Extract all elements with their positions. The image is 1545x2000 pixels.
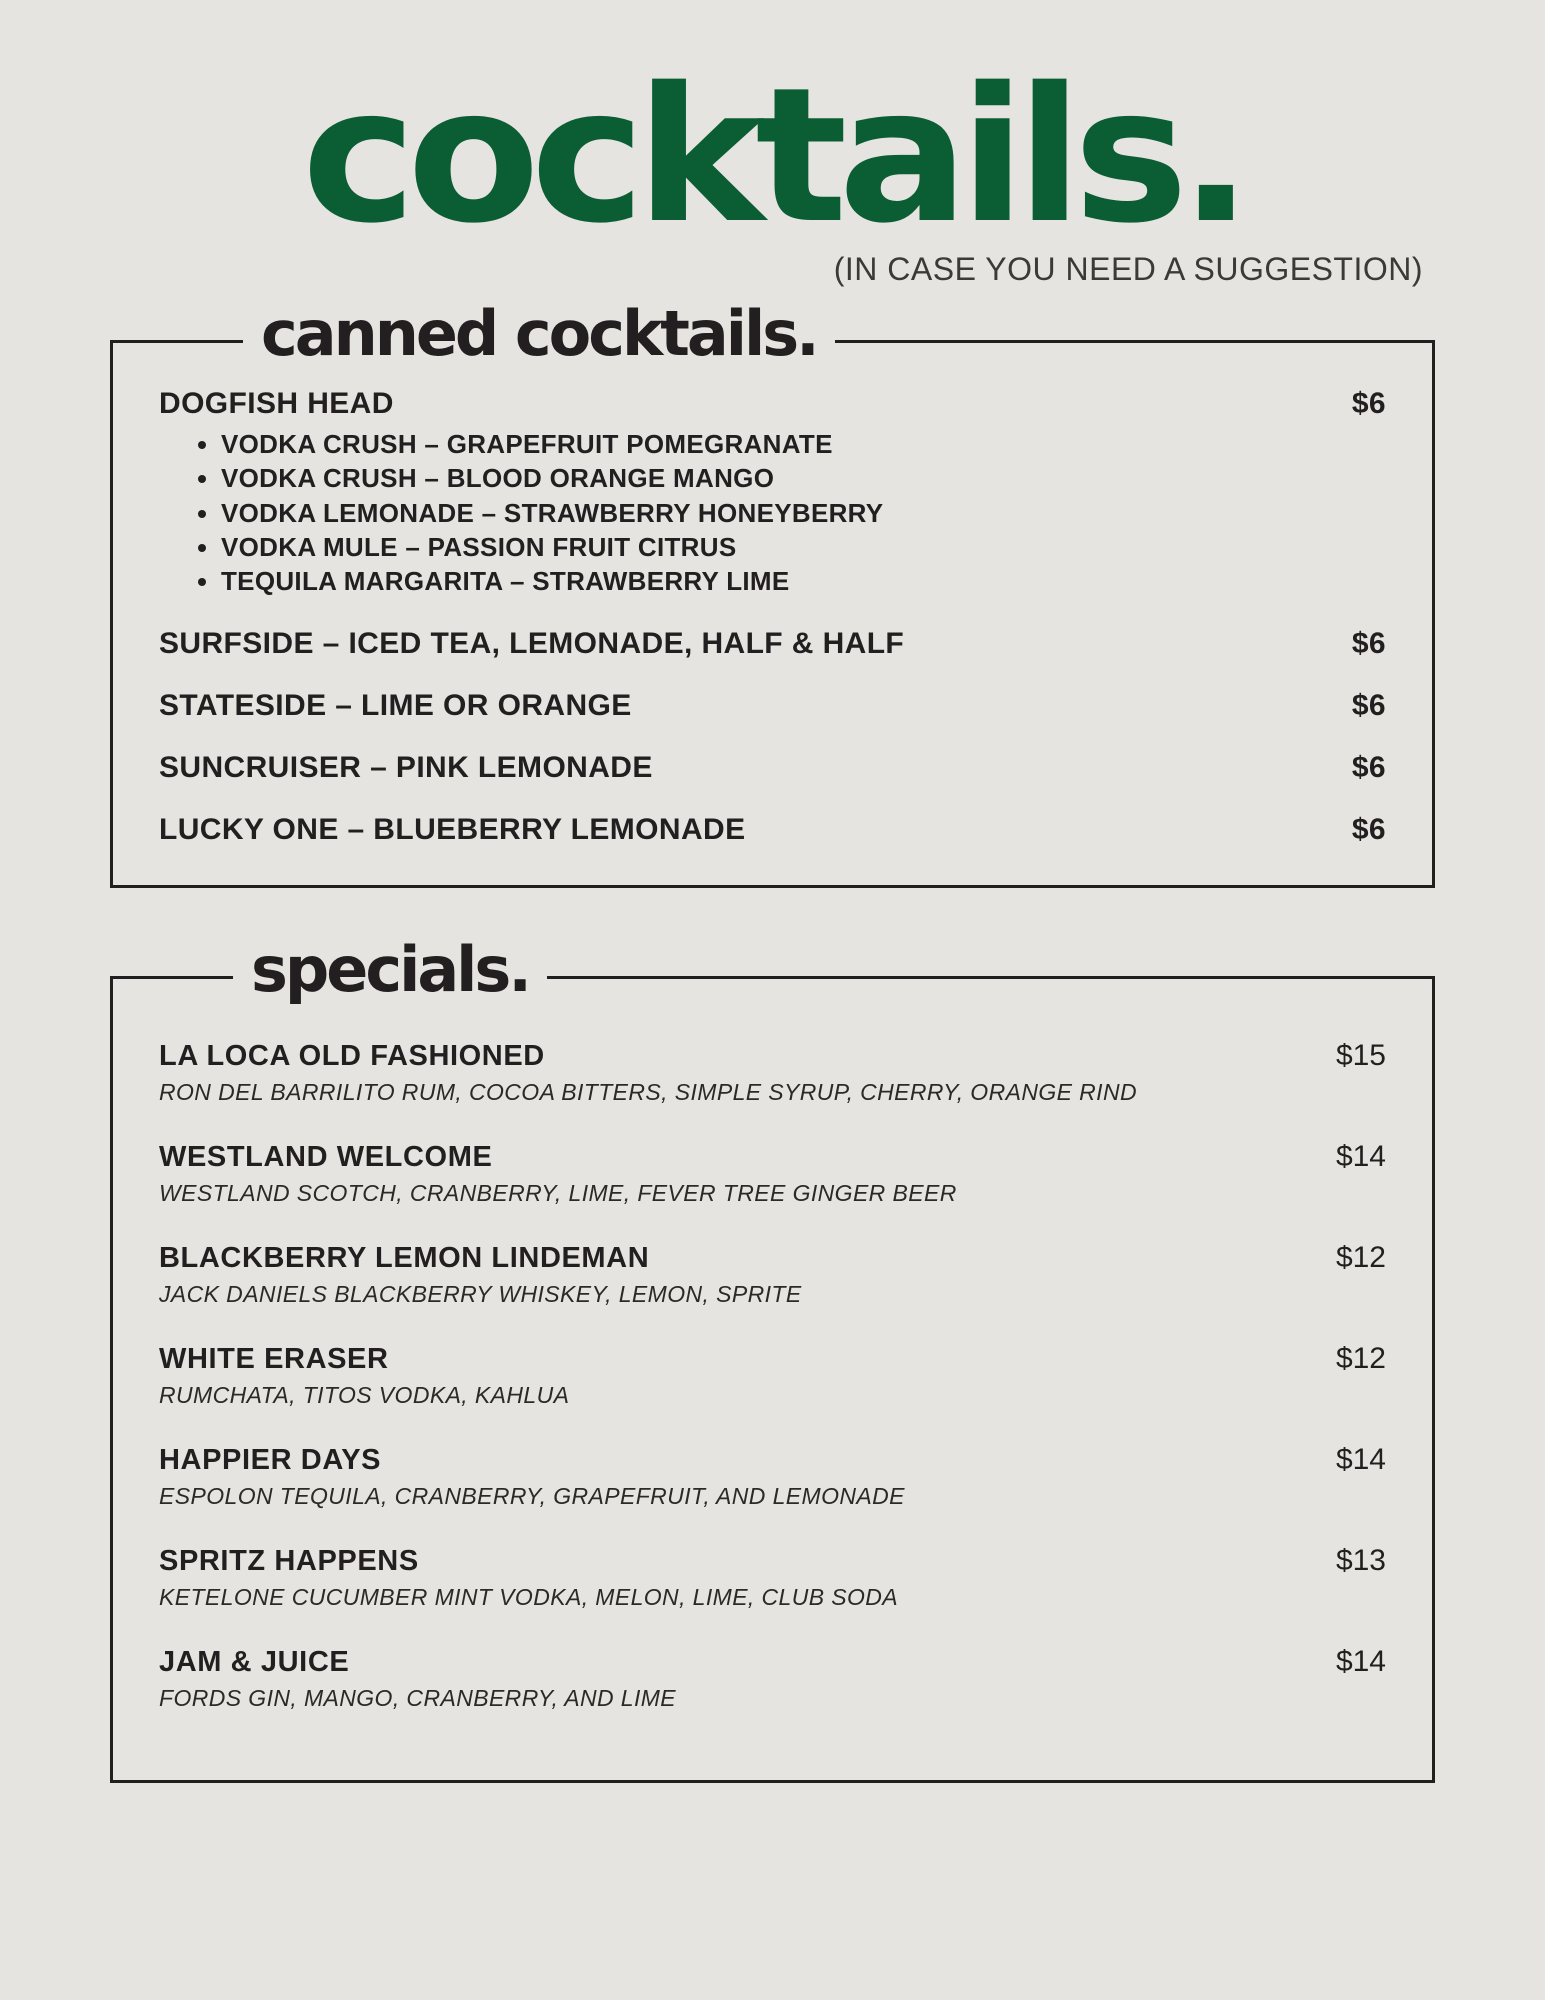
list-item: • TEQUILA MARGARITA – STRAWBERRY LIME [221, 564, 1386, 598]
special-name: BLACKBERRY LEMON LINDEMAN [159, 1241, 650, 1274]
special-description: FORDS GIN, MANGO, CRANBERRY, AND LIME [159, 1684, 677, 1711]
menu-item-name: LUCKY ONE – BLUEBERRY LEMONADE [159, 812, 746, 846]
special-item [159, 1342, 1386, 1409]
special-item [159, 1544, 1386, 1611]
menu-item-row [159, 813, 1386, 847]
special-item [159, 1443, 1386, 1510]
menu-item-row [159, 627, 1386, 661]
list-item: • VODKA MULE – PASSION FRUIT CITRUS [221, 530, 1386, 564]
menu-item-row [159, 751, 1386, 785]
section-heading-specials: specials. [233, 939, 547, 1001]
special-price: $15 [1335, 1038, 1386, 1072]
section-heading-canned: canned cocktails. [243, 303, 835, 365]
special-name: SPRITZ HAPPENS [159, 1544, 419, 1577]
page-title: cocktails. [301, 47, 1244, 264]
special-name: WESTLAND WELCOME [159, 1140, 493, 1173]
special-price: $13 [1335, 1543, 1386, 1577]
special-name: LA LOCA OLD FASHIONED [159, 1039, 545, 1072]
menu-item-name: SUNCRUISER – PINK LEMONADE [159, 750, 653, 784]
masthead [110, 0, 1435, 288]
special-price: $14 [1335, 1139, 1386, 1173]
special-name: JAM & JUICE [159, 1645, 350, 1678]
menu-item-price: $6 [1351, 626, 1386, 660]
section-specials [110, 932, 1435, 1783]
menu-item-price: $6 [1351, 688, 1386, 722]
special-price: $14 [1335, 1442, 1386, 1476]
menu-item-name: SURFSIDE – ICED TEA, LEMONADE, HALF & HALF [159, 626, 905, 660]
menu-item-row [159, 387, 1386, 421]
special-name: WHITE ERASER [159, 1342, 389, 1375]
menu-item-name: STATESIDE – LIME OR ORANGE [159, 688, 632, 722]
special-description: RON DEL BARRILITO RUM, COCOA BITTERS, SIMPLE SYRUP, CHERRY, ORANGE RIND [159, 1078, 1137, 1105]
menu-item-variants [159, 427, 1386, 599]
list-item: • VODKA LEMONADE – STRAWBERRY HONEYBERRY [221, 496, 1386, 530]
menu-item-price: $6 [1351, 750, 1386, 784]
menu-item-price: $6 [1351, 812, 1386, 846]
special-description: JACK DANIELS BLACKBERRY WHISKEY, LEMON, SPRITE [159, 1280, 802, 1307]
special-item [159, 1645, 1386, 1712]
menu-item-price: $6 [1351, 387, 1386, 421]
page-subtitle: (IN CASE YOU NEED A SUGGESTION) [833, 251, 1423, 288]
special-item [159, 1241, 1386, 1308]
special-description: KETELONE CUCUMBER MINT VODKA, MELON, LIME, CLUB SODA [159, 1583, 899, 1610]
list-item: • VODKA CRUSH – BLOOD ORANGE MANGO [221, 461, 1386, 495]
special-price: $12 [1335, 1341, 1386, 1375]
special-price: $12 [1335, 1240, 1386, 1274]
list-item: • VODKA CRUSH – GRAPEFRUIT POMEGRANATE [221, 427, 1386, 461]
menu-item-row [159, 689, 1386, 723]
special-name: HAPPIER DAYS [159, 1443, 382, 1476]
menu-item-name: DOGFISH HEAD [159, 387, 394, 421]
special-item [159, 1039, 1386, 1106]
special-description: RUMCHATA, TITOS VODKA, KAHLUA [159, 1381, 570, 1408]
special-description: WESTLAND SCOTCH, CRANBERRY, LIME, FEVER TREE GINGER BEER [159, 1179, 957, 1206]
special-item [159, 1140, 1386, 1207]
special-description: ESPOLON TEQUILA, CRANBERRY, GRAPEFRUIT, AND LEMONADE [159, 1482, 905, 1509]
special-price: $14 [1335, 1644, 1386, 1678]
section-canned-cocktails [110, 297, 1435, 888]
